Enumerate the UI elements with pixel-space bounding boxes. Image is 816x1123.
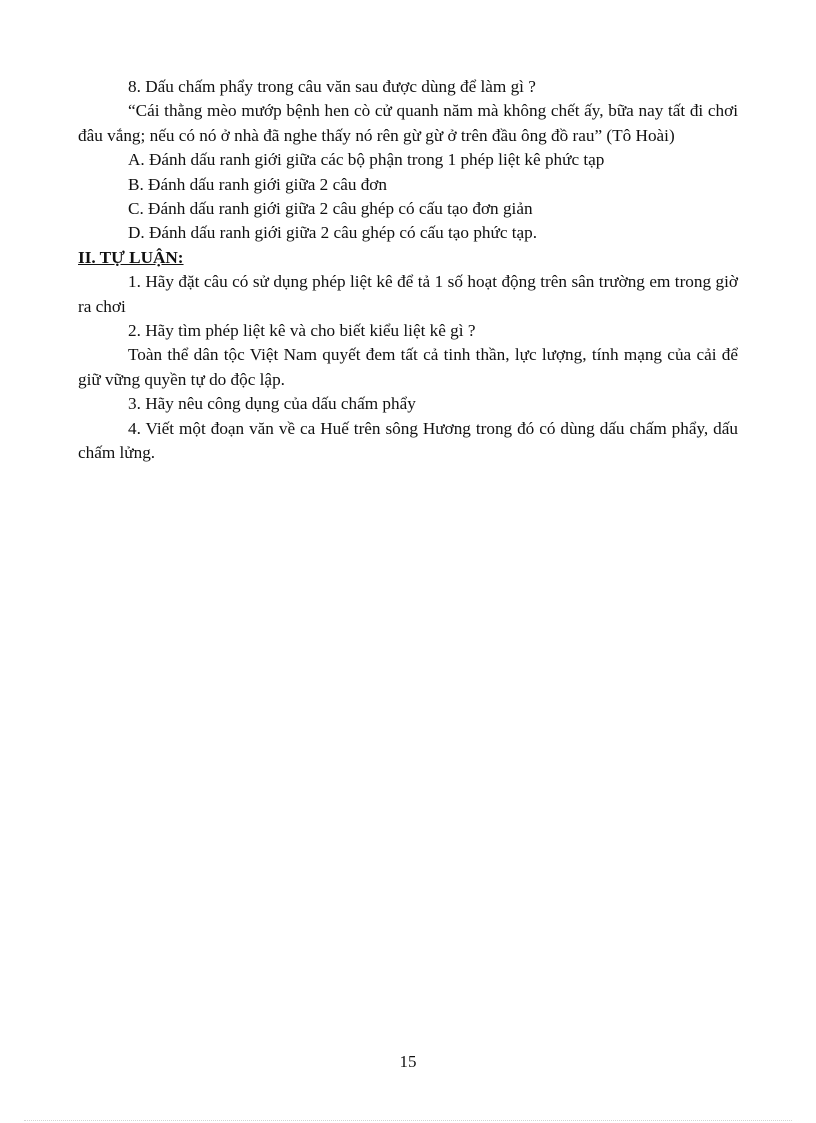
section-heading: II. TỰ LUẬN: — [78, 247, 184, 267]
essay-question-1: 1. Hãy đặt câu có sử dụng phép liệt kê để tả 1 số hoạt động trên sân trường em trong giờ ra chơi — [78, 272, 738, 316]
option-a: A. Đánh dấu ranh giới giữa các bộ phận trong 1 phép liệt kê phức tạp — [128, 150, 605, 170]
page-content — [78, 75, 738, 466]
essay-question-3: 3. Hãy nêu công dụng của dấu chấm phẩy — [128, 394, 416, 414]
page-number: 15 — [399, 1052, 417, 1071]
option-b: B. Đánh dấu ranh giới giữa 2 câu đơn — [128, 174, 387, 194]
option-c: C. Đánh dấu ranh giới giữa 2 câu ghép có cấu tạo đơn giản — [128, 199, 533, 219]
option-d: D. Đánh dấu ranh giới giữa 2 câu ghép có cấu tạo phức tạp. — [128, 223, 538, 243]
question-8-quote: “Cái thằng mèo mướp bệnh hen cò cử quanh năm mà không chết ấy, bữa nay tất đi chơi đâu vắng; nếu có nó ở nhà đã nghe thấy nó rên gừ gừ ở trên đầu ông đồ rau” (Tô Hoài) — [78, 101, 738, 145]
question-8-prompt: 8. Dấu chấm phẩy trong câu văn sau được dùng để làm gì ? — [128, 77, 536, 96]
footer-divider — [24, 1120, 792, 1121]
essay-question-2: 2. Hãy tìm phép liệt kê và cho biết kiểu liệt kê gì ? — [128, 321, 476, 341]
essay-question-4: 4. Viết một đoạn văn về ca Huế trên sông Hương trong đó có dùng dấu chấm phẩy, dấu chấm lửng. — [78, 418, 738, 463]
essay-question-2-text: Toàn thể dân tộc Việt Nam quyết đem tất cả tinh thần, lực lượng, tính mạng của cải để giữ vững quyền tự do độc lập. — [78, 345, 738, 389]
